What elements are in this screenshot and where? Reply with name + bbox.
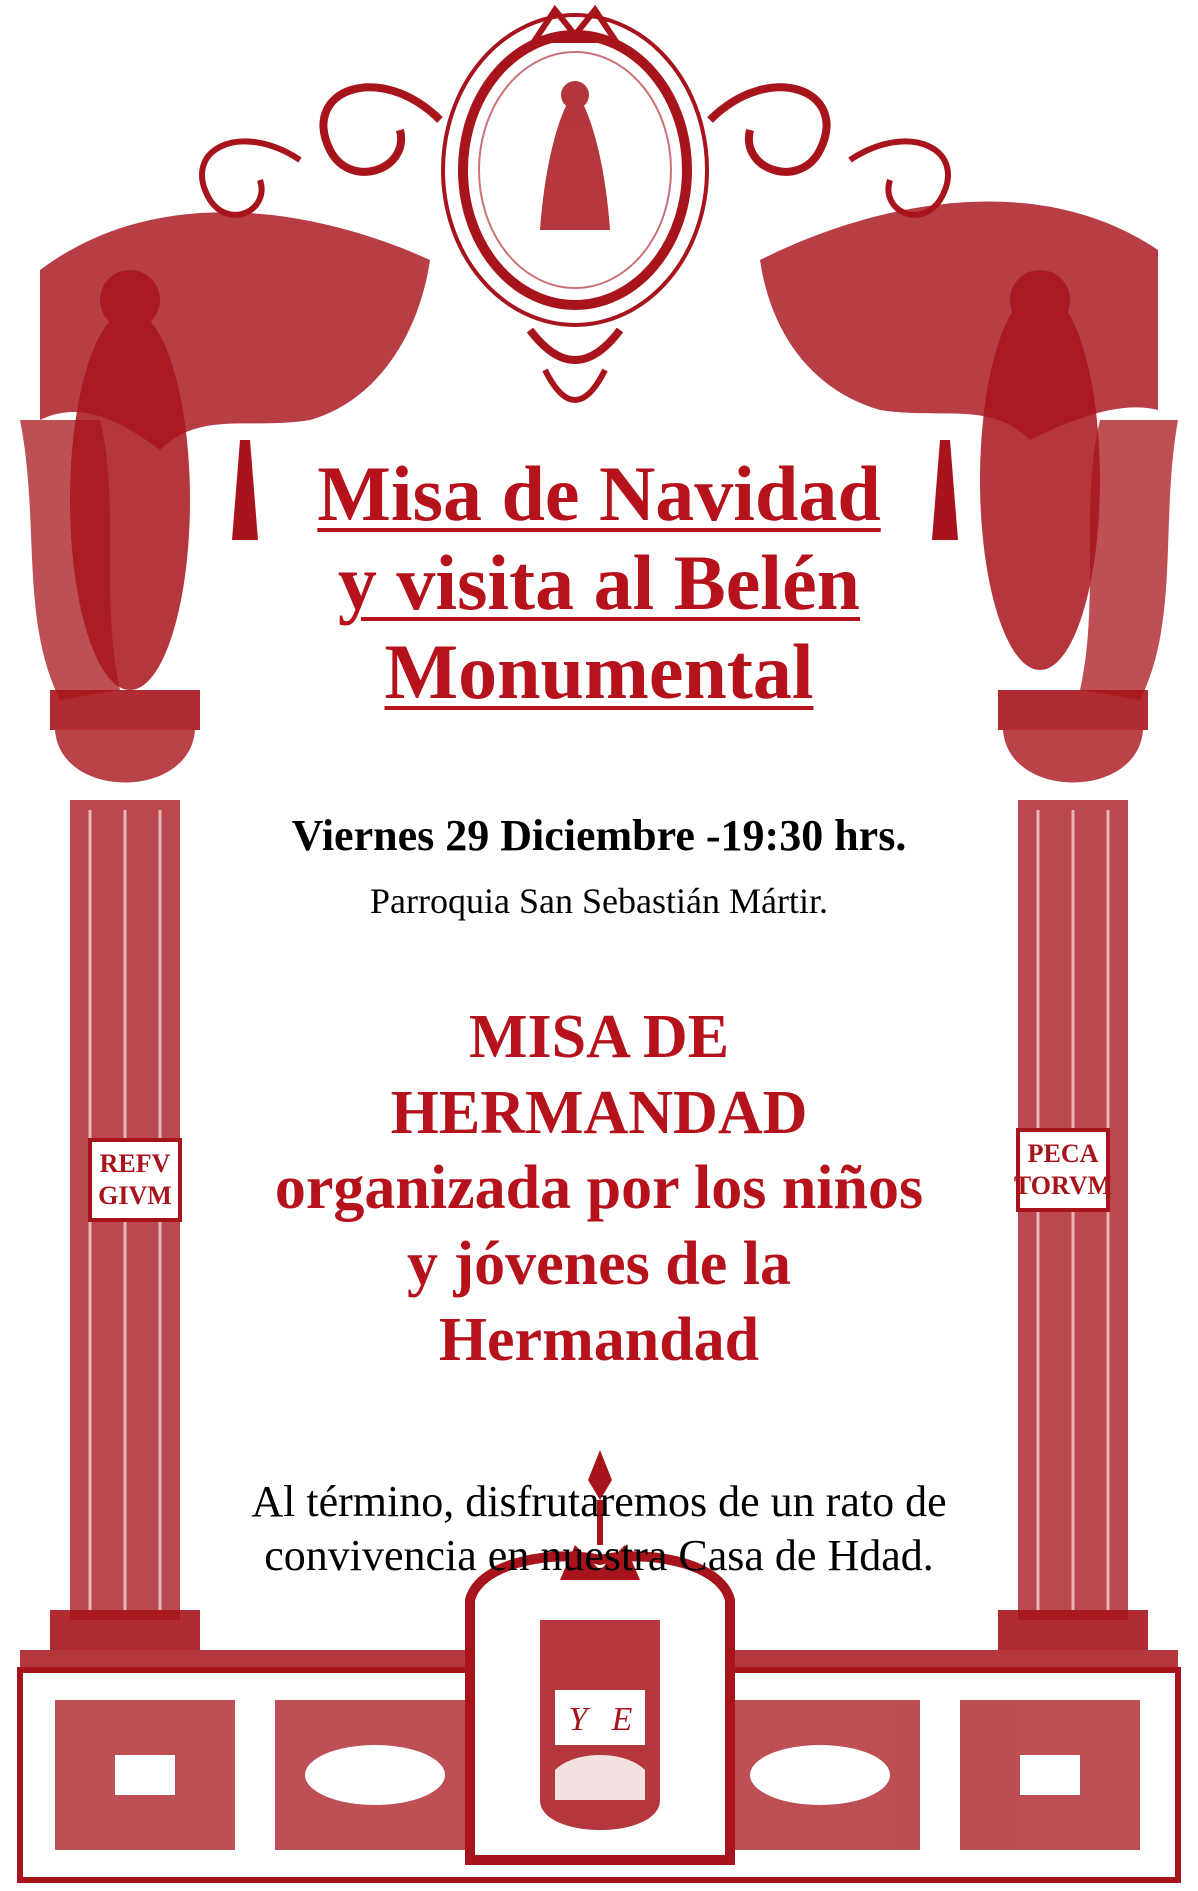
shield-letter-right: E <box>611 1701 633 1738</box>
misa-line-4: y jóvenes de la <box>406 1229 792 1298</box>
misa-line-2: HERMANDAD <box>390 1078 808 1147</box>
right-plaque-text-1: PECA <box>1027 1139 1099 1168</box>
event-date-time: Viernes 29 Diciembre -19:30 hrs. <box>291 811 907 860</box>
misa-line-3: organizada por los niños <box>274 1154 924 1223</box>
closing-line-1: Al término, disfrutaremos de un rato de <box>251 1477 947 1526</box>
right-drapery <box>760 201 1158 440</box>
misa-hermandad-block <box>0 1000 1198 1378</box>
title-line-2: y visita al Belén <box>337 538 861 626</box>
left-plaque-text-1: REFV <box>99 1149 171 1178</box>
closing-line-2: convivencia en nuestra Casa de Hdad. <box>264 1530 934 1580</box>
event-title <box>0 450 1198 717</box>
title-line-1: Misa de Navidad <box>317 450 881 537</box>
misa-line-1: MISA DE <box>468 1003 730 1071</box>
right-plaque-text-2: TORVM <box>1013 1171 1113 1200</box>
title-line-3: Monumental <box>384 627 814 715</box>
misa-line-5: Hermandad <box>438 1305 760 1374</box>
shield-letter-left: Y <box>568 1701 588 1738</box>
closing-note <box>0 1475 1198 1582</box>
left-plaque-text-2: GIVM <box>98 1181 172 1210</box>
event-place: Parroquia San Sebastián Mártir. <box>370 881 828 921</box>
